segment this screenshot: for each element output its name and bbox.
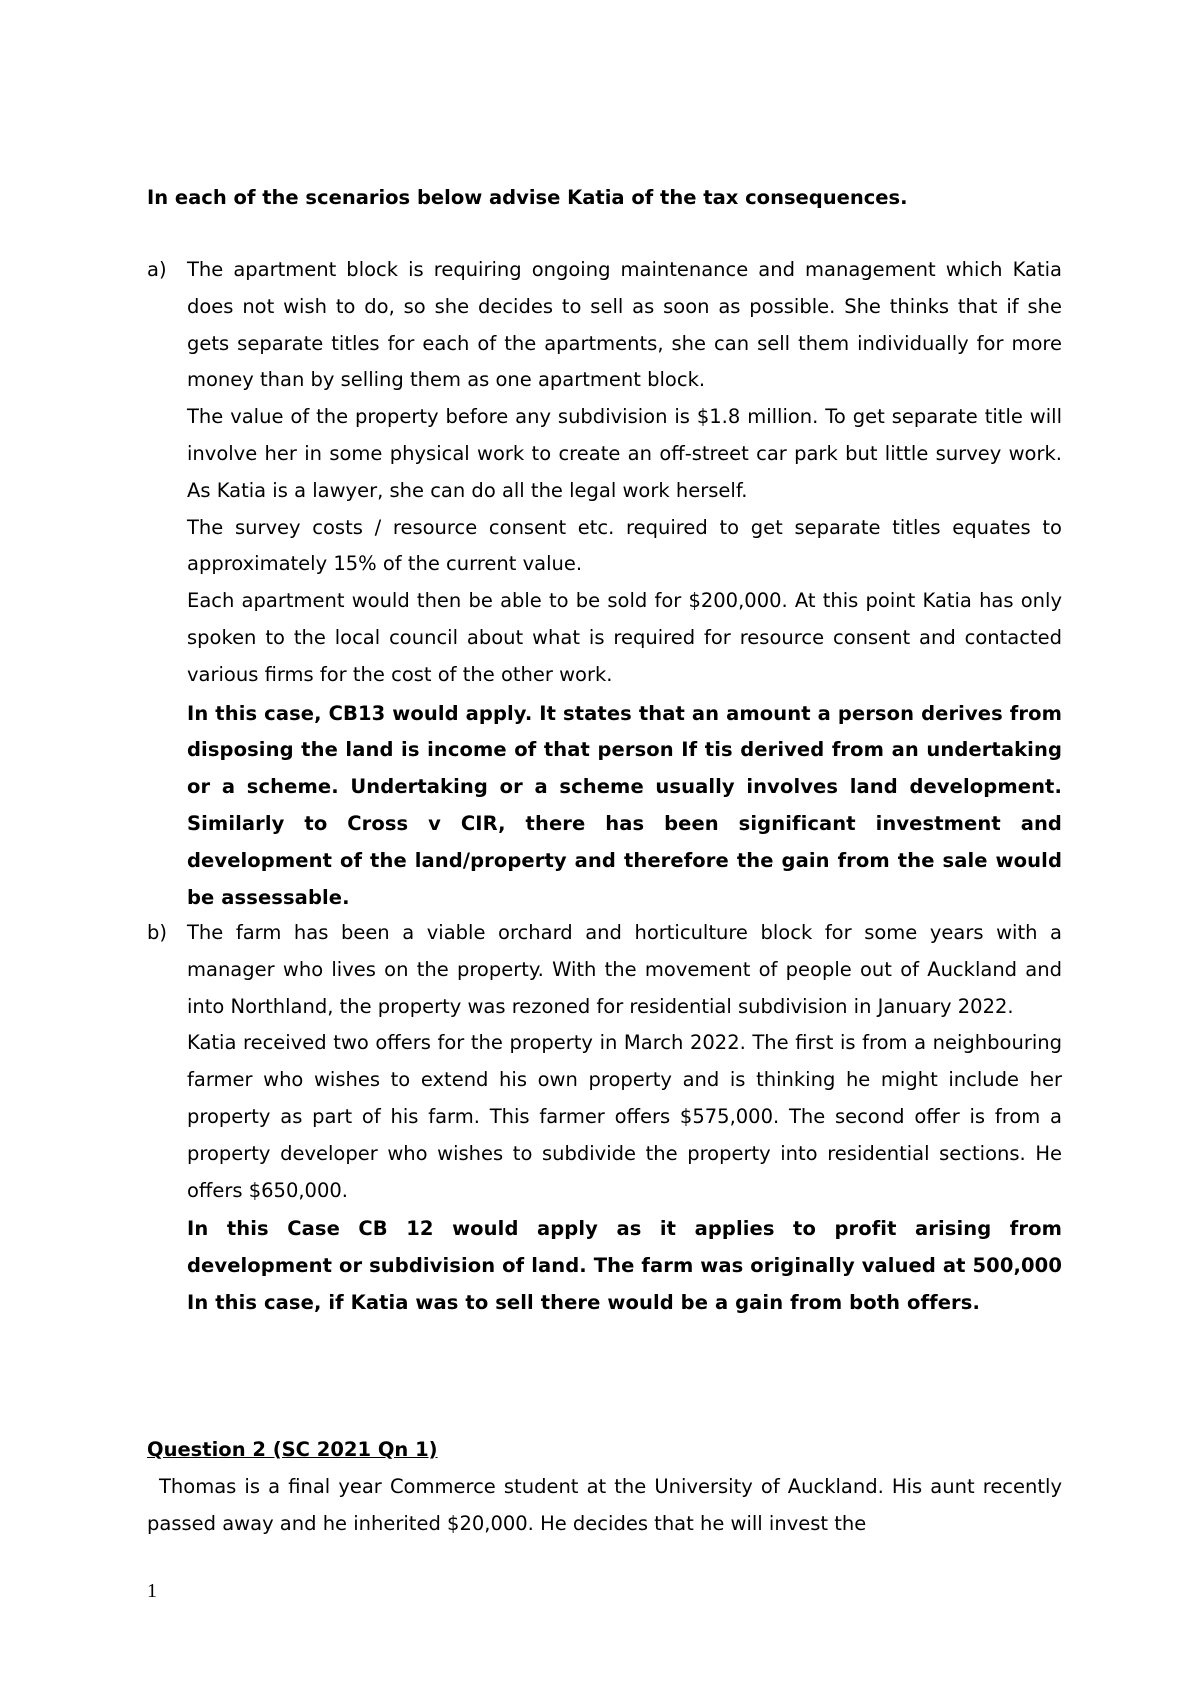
page-number: 1 bbox=[147, 1580, 157, 1602]
scenario-b bbox=[147, 915, 1062, 1322]
list-marker-b: b) bbox=[147, 921, 167, 944]
scenario-b-paragraph: The farm has been a viable orchard and horticulture block for some years with a manager who lives on the property. With the movement of people out of Auckland and into Northland, the property was rezoned for residential subdivision in January 2022. bbox=[187, 921, 1062, 1018]
question-2-title: Question 2 (SC 2021 Qn 1) bbox=[147, 1438, 438, 1461]
scenario-b-answer: In this Case CB 12 would apply as it applies to profit arising from development or subdivision of land. The farm was originally valued at 500,000 In this case, if Katia was to sell there would be a gain from both offers. bbox=[187, 1217, 1062, 1314]
scenario-a bbox=[147, 252, 1062, 916]
scenario-a-paragraph: The value of the property before any subdivision is $1.8 million. To get separate title will involve her in some physical work to create an off-street car park but little survey work. As Katia is a lawyer, she can do all the legal work herself. bbox=[187, 405, 1062, 502]
instructions-heading: In each of the scenarios below advise Katia of the tax consequences. bbox=[147, 186, 908, 209]
scenario-a-answer: In this case, CB13 would apply. It states that an amount a person derives from disposing the land is income of that person If tis derived from an undertaking or a scheme. Undertaking or a scheme usually involves land development. Similarly to Cross v CIR, there has been significant investment and development of the land/property and therefore the gain from the sale would be assessable. bbox=[187, 701, 1062, 909]
scenario-a-paragraph: Each apartment would then be able to be sold for $200,000. At this point Katia has only spoken to the local council about what is required for resource consent and contacted various firms for the cost of the other work. bbox=[187, 589, 1062, 686]
list-marker-a: a) bbox=[147, 258, 167, 281]
scenario-a-paragraph: The survey costs / resource consent etc. required to get separate titles equates to approximately 15% of the current value. bbox=[187, 515, 1062, 576]
question-2-body: Thomas is a final year Commerce student at the University of Auckland. His aunt recently passed away and he inherited $20,000. He decides that he will invest the bbox=[147, 1475, 1062, 1535]
scenario-b-paragraph: Katia received two offers for the property in March 2022. The first is from a neighbouring farmer who wishes to extend his own property and is thinking he might include her property as part of his farm. This farmer offers $575,000. The second offer is from a property developer who wishes to subdivide the property into residential sections. He offers $650,000. bbox=[187, 1031, 1062, 1202]
scenario-a-paragraph: The apartment block is requiring ongoing maintenance and management which Katia does not wish to do, so she decides to sell as soon as possible. She thinks that if she gets separate titles for each of the apartments, she can sell them individually for more money than by selling them as one apartment block. bbox=[187, 258, 1062, 392]
